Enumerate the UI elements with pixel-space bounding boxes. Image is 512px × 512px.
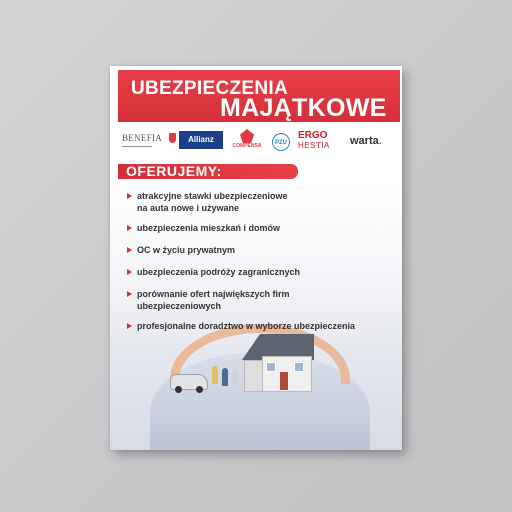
- house-window: [294, 362, 304, 372]
- warta-logo-dot: .: [378, 135, 382, 147]
- offer-item-text: profesjonalne doradztwo w wyborze ubezpieczenia: [137, 321, 356, 331]
- car-wheel: [196, 386, 203, 393]
- offer-item-line: atrakcyjne stawki ubezpieczeniowe: [137, 191, 288, 201]
- insurance-poster: [110, 66, 402, 450]
- figurine-icon: [232, 370, 238, 388]
- benefia-mark-icon: [169, 133, 176, 143]
- offer-item-text: ubezpieczenia podróży zagranicznych: [137, 267, 301, 277]
- hestia-logo-text: HESTIA: [298, 141, 330, 150]
- car-model-icon: [170, 374, 208, 390]
- warta-logo: [350, 135, 382, 147]
- offer-item-text: OC w życiu prywatnym: [137, 245, 236, 255]
- insurer-logos-row: [110, 126, 402, 160]
- triangle-bullet-icon: [127, 291, 132, 297]
- ergo-hestia-logo: [298, 131, 338, 151]
- triangle-bullet-icon: [127, 269, 132, 275]
- title-banner: [118, 70, 400, 122]
- compensa-logo-text: COMPENSA: [232, 143, 262, 149]
- house-window: [266, 362, 276, 372]
- title-line-1: UBEZPIECZENIA: [131, 78, 288, 99]
- offer-item-text: ubezpieczenia mieszkań i domów: [137, 223, 281, 233]
- pzu-logo: PZU: [272, 133, 290, 151]
- figurine-icon: [212, 366, 218, 384]
- warta-logo-text: warta: [350, 135, 379, 147]
- offer-item-line: porównanie ofert największych firm: [137, 289, 290, 299]
- ergo-logo-text: ERGO: [298, 130, 328, 141]
- offer-item-line: ubezpieczeniowych: [137, 301, 222, 311]
- offer-item-text: [137, 288, 290, 312]
- offer-heading: OFERUJEMY:: [126, 163, 222, 179]
- compensa-mark-icon: [240, 129, 254, 143]
- offer-item-line: na auta nowe i używane: [137, 203, 240, 213]
- benefia-logo-text: BENEFIA: [122, 133, 163, 143]
- car-wheel: [175, 386, 182, 393]
- house-door: [280, 372, 288, 390]
- triangle-bullet-icon: [127, 323, 132, 329]
- benefia-logo: [122, 133, 170, 148]
- offer-heading-bar: [118, 164, 298, 179]
- title-line-2: MAJĄTKOWE: [220, 94, 387, 122]
- triangle-bullet-icon: [127, 225, 132, 231]
- benefia-tagline-stripe: ▬▬▬▬▬▬▬▬▬▬: [122, 144, 152, 148]
- compensa-logo: [232, 129, 262, 153]
- figurine-icon: [222, 368, 228, 386]
- triangle-bullet-icon: [127, 193, 132, 199]
- offer-item-text: [137, 190, 288, 214]
- triangle-bullet-icon: [127, 247, 132, 253]
- house-model-icon: [242, 328, 314, 392]
- allianz-logo: Allianz: [179, 131, 223, 149]
